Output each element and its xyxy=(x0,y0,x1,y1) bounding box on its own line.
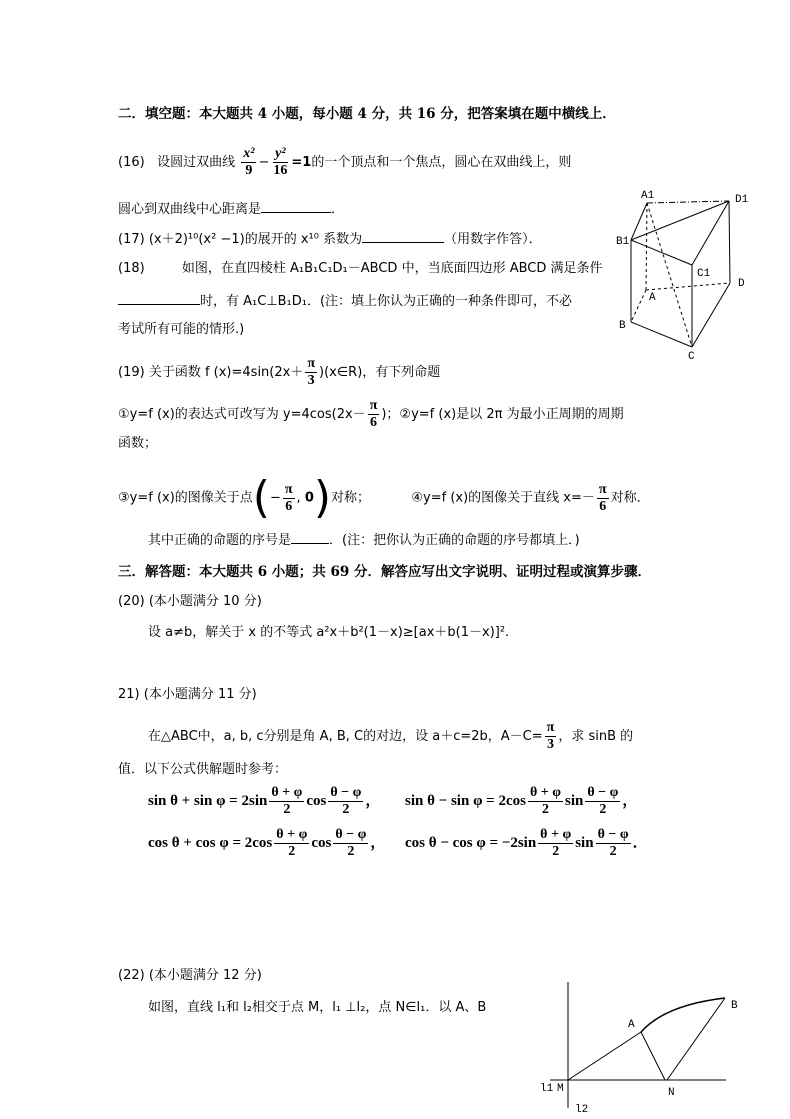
q22-body: 如图，直线 l₁和 l₂相交于点 M，l₁ ⊥l₂，点 N∈l₁．以 A、B xyxy=(148,1000,487,1015)
label-l1: l1 xyxy=(540,1083,554,1095)
question-18: (18) 如图，在直四棱柱 A₁B₁C₁D₁－ABCD 中，当底面四边形 ABCD 满足条件 xyxy=(118,261,603,276)
formula-2: sin θ − sin φ = 2cos $\frac{\theta + \varphi}{2}$ sin $\frac{\theta - \varphi}{2}$ ， xyxy=(405,785,638,817)
q20-body: 设 a≠b，解关于 x 的不等式 a²x＋b²(1－x)≥[ax＋b(1－x)]². xyxy=(148,625,510,640)
q19-propositions-1-2: ①y=f (x)的表达式可改写为 y=4cos(2x－ $\frac{\pi}{6}$ )；②y=f (x)是以 2π 为最小正周期的周期 xyxy=(118,398,624,430)
section2-heading: 二．填空题：本大题共 4 小题，每小题 4 分，共 16 分，把答案填在题中横线上． xyxy=(118,106,616,122)
prism-figure xyxy=(600,180,770,370)
section3-heading: 三．解答题：本大题共 6 小题；共 69 分．解答应写出文字说明、证明过程或演算步骤． xyxy=(118,564,651,580)
q17-answer-blank[interactable] xyxy=(362,229,444,243)
q20-header: (20) (本小题满分 10 分) xyxy=(118,594,262,609)
formula-1: sin θ + sin φ = 2sin $\frac{\theta + \varphi}{2}$ cos $\frac{\theta - \varphi}{2}$ ， xyxy=(148,785,381,817)
label-D: D xyxy=(738,278,745,290)
question-17: (17) (x＋2)¹⁰(x² −1)的展开的 x¹⁰ 系数为 （用数字作答）． xyxy=(118,229,542,249)
formula-4: cos θ − cos φ = −2sin $\frac{\theta + \varphi}{2}$ sin $\frac{\theta - \varphi}{2}$ ． xyxy=(405,827,648,859)
question-16: (16) 设圆过双曲线 $\frac{\text{x²}}{9}$ − $\frac{\text{y²}}{16}$ =1的一个顶点和一个焦点，圆心在双曲线上，则 xyxy=(118,146,572,178)
label-C1: C1 xyxy=(697,268,711,280)
q16-answer-blank[interactable] xyxy=(261,199,331,213)
label-D1: D1 xyxy=(735,194,749,206)
lines-figure xyxy=(530,970,770,1119)
q16-text-before: 设圆过双曲线 xyxy=(157,155,236,170)
q16-text-after: 的一个顶点和一个焦点，圆心在双曲线上，则 xyxy=(311,155,572,170)
label-C: C xyxy=(688,351,695,363)
label-l2: l2 xyxy=(575,1104,589,1116)
label-B: B xyxy=(731,1000,738,1012)
label-B1: B1 xyxy=(616,236,630,248)
q21-line2: 值．以下公式供解题时参考： xyxy=(118,762,288,777)
label-A: A xyxy=(649,292,656,304)
label-A: A xyxy=(628,1019,635,1031)
q18-line3: 考试所有可能的情形.) xyxy=(118,322,245,337)
q18-answer-blank[interactable] xyxy=(118,291,200,305)
q16-frac-y: $\frac{\text{y²}}{16}$ xyxy=(273,146,288,178)
q21-header: 21) (本小题满分 11 分) xyxy=(118,687,257,702)
label-N: N xyxy=(668,1087,675,1099)
formula-3: cos θ + cos φ = 2cos $\frac{\theta + \varphi}{2}$ cos $\frac{\theta - \varphi}{2}$ ， xyxy=(148,827,386,859)
q16-frac-x: $\frac{\text{x²}}{9}$ xyxy=(243,146,255,178)
q19-answer-line: 其中正确的命题的序号是 ．(注：把你认为正确的命题的序号都填上．) xyxy=(148,530,580,550)
q16-line2: 圆心到双曲线中心距离是 ． xyxy=(118,199,344,219)
q22-header: (22) (本小题满分 12 分) xyxy=(118,968,262,983)
q19-answer-blank[interactable] xyxy=(291,530,329,544)
question-19: (19) 关于函数 f (x)=4sin(2x＋ $\frac{\pi}{3}$ )(x∈R)，有下列命题 xyxy=(118,356,441,388)
label-M: M xyxy=(557,1083,564,1095)
label-B: B xyxy=(619,320,626,332)
label-A1: A1 xyxy=(641,190,655,202)
q19-p2-cont: 函数； xyxy=(118,436,158,451)
q19-propositions-3-4: ③y=f (x)的图像关于点(− $\frac{\pi}{6}$ , 0)对称； ④y=f (x)的图像关于直线 x=－ $\frac{\pi}{6}$ 对称． xyxy=(118,472,650,523)
q21-body: 在△ABC中，a, b, c分别是角 A, B, C的对边，设 a＋c=2b，A－C= $\frac{\pi}{3}$ ，求 sinB 的 xyxy=(148,720,634,752)
q16-number: (16) xyxy=(118,155,145,170)
q18-line2: 时，有 A₁C⊥B₁D₁．(注：填上你认为正确的一种条件即可，不必 xyxy=(118,291,572,311)
